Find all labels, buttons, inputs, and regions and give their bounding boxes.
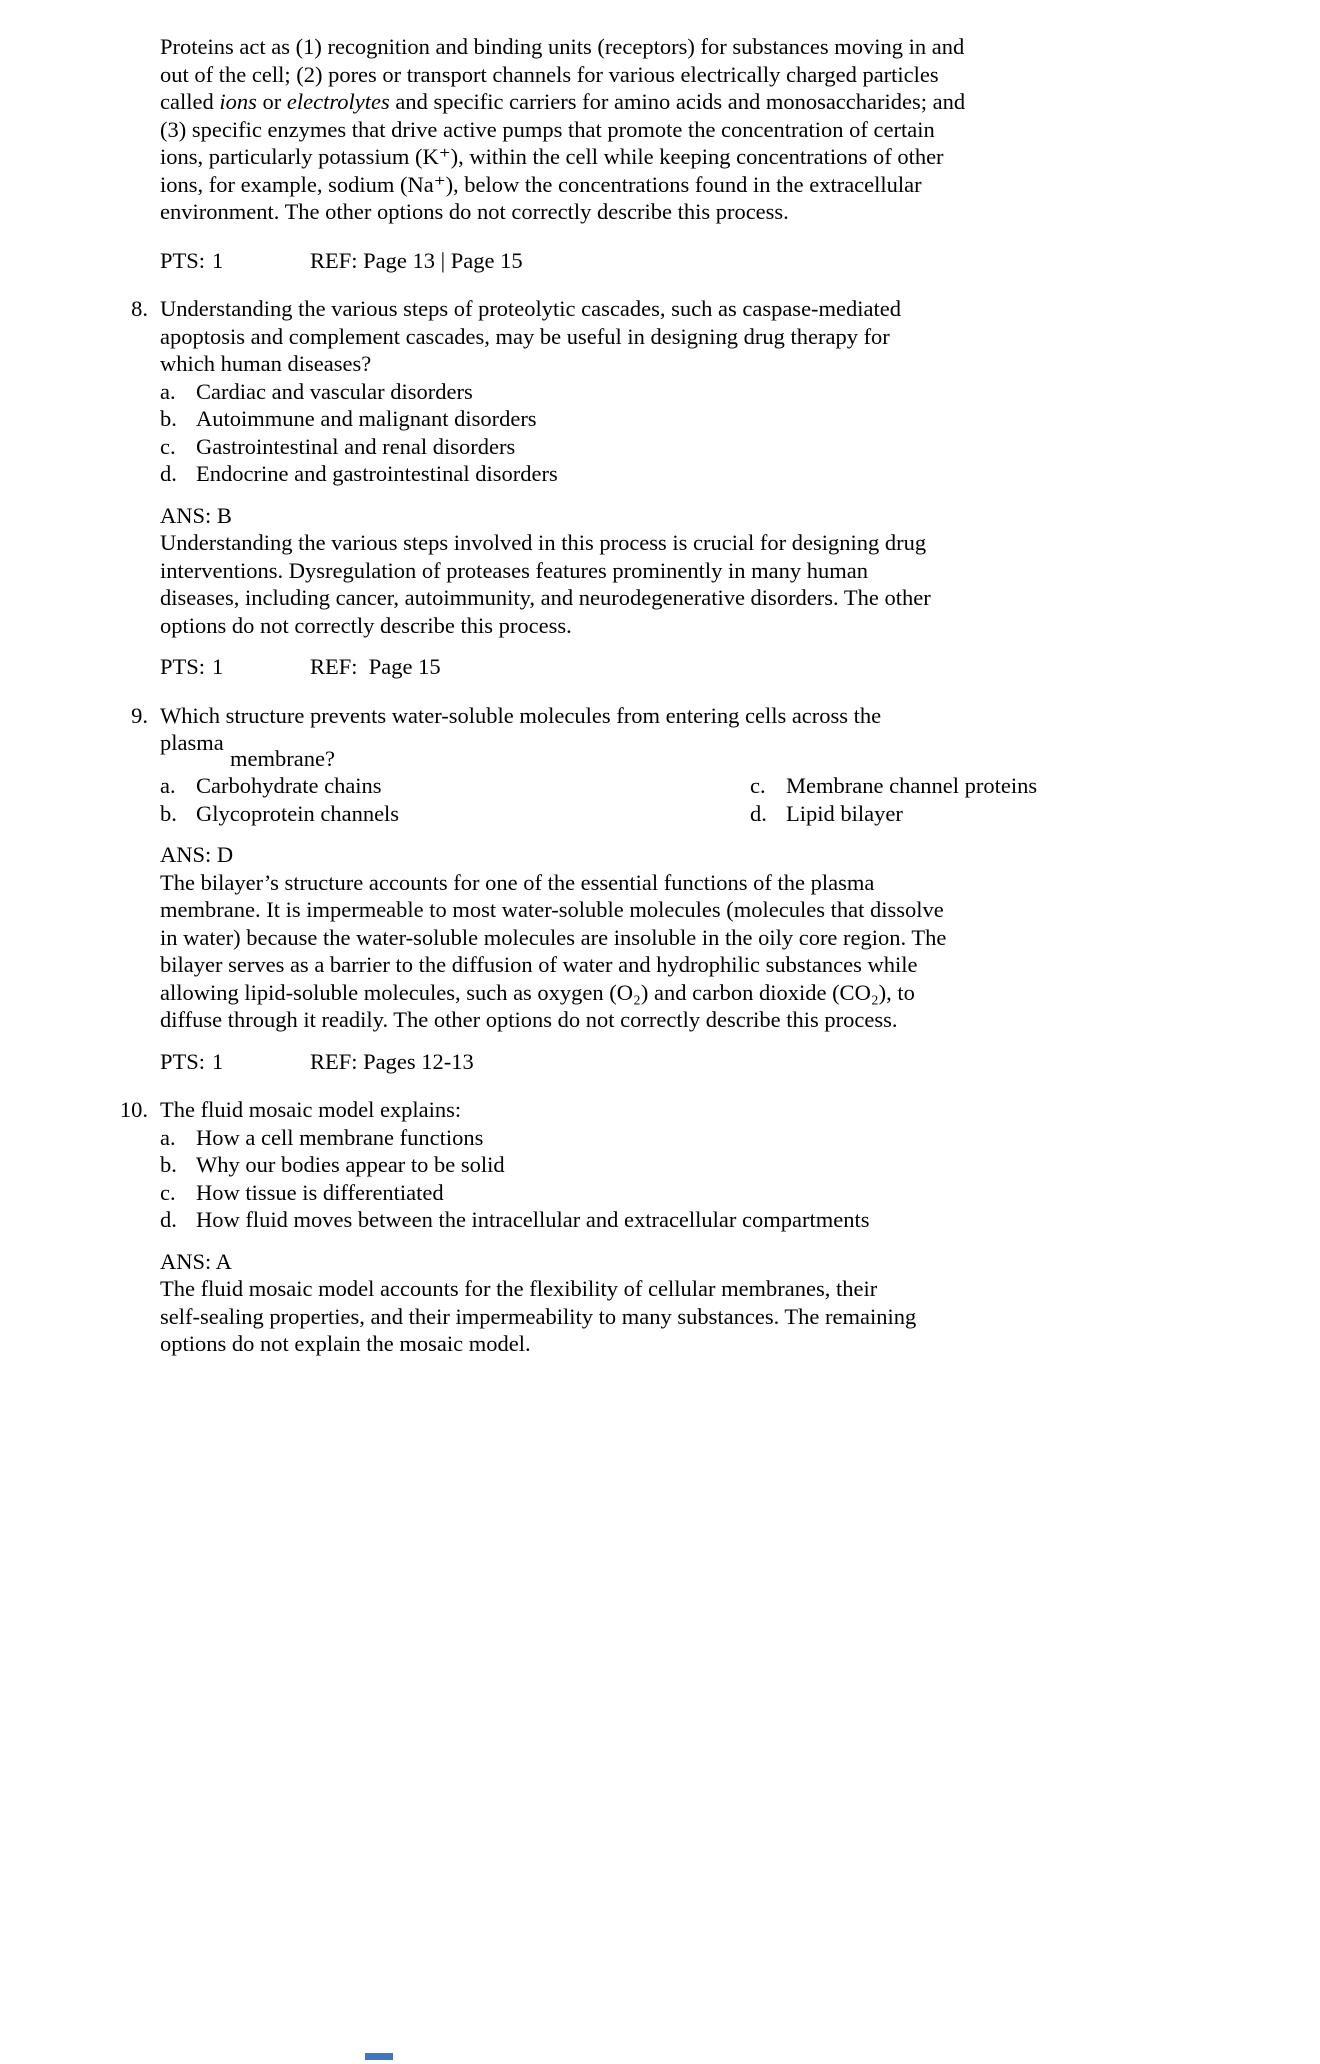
question-body — [160, 702, 1320, 1076]
pts-value: 1 — [212, 654, 224, 679]
pts-value: 1 — [212, 247, 224, 273]
option-letter: a. — [160, 1124, 176, 1150]
question-line: apoptosis and complement cascades, may be useful in designing drug therapy for — [160, 323, 890, 349]
option-letter: d. — [160, 461, 177, 486]
option-text: Autoimmune and malignant disorders — [196, 406, 537, 431]
question-body — [160, 1096, 1320, 1358]
question-line: Understanding the various steps of proteolytic cascades, such as caspase-mediated — [160, 296, 902, 321]
ref-text: REF: Page 15 — [310, 654, 441, 679]
option-letter: b. — [160, 1152, 177, 1177]
option-text: Glycoprotein channels — [196, 800, 400, 826]
explanation-line: allowing lipid-soluble molecules, such as oxygen (O₂) and carbon dioxide (CO₂), to — [160, 979, 915, 1005]
explanation-line: bilayer serves as a barrier to the diffusion of water and hydrophilic substances while — [160, 952, 918, 977]
explanation-line: diseases, including cancer, autoimmunity, and neurodegenerative disorders. The other — [160, 585, 931, 610]
explanation-line — [160, 88, 1320, 116]
option-letter: d. — [750, 800, 767, 826]
option-row — [160, 772, 1320, 800]
option-row — [160, 1179, 1320, 1207]
option-column-2 — [750, 800, 903, 828]
explanation-line: membrane. It is impermeable to most water-soluble molecules (molecules that dissolve — [160, 897, 944, 922]
option-row — [160, 433, 1320, 461]
ref-text: REF: Pages 12-13 — [310, 1048, 474, 1074]
pts-label: PTS: — [160, 247, 206, 273]
explanation-line: diffuse through it readily. The other options do not correctly describe this process. — [160, 1007, 898, 1032]
question-line: membrane? — [230, 745, 335, 771]
question-line: which human diseases? — [160, 351, 372, 376]
option-row — [160, 800, 1320, 828]
option-text: Endocrine and gastrointestinal disorders — [196, 461, 558, 486]
explanation-text: called — [160, 89, 220, 114]
option-row — [160, 1206, 1320, 1234]
q8-pts-ref-row — [160, 653, 1320, 681]
option-text: How a cell membrane functions — [196, 1124, 484, 1150]
option-letter: a. — [160, 773, 176, 798]
option-letter: c. — [160, 433, 176, 459]
explanation-line: Understanding the various steps involved in this process is crucial for designing drug — [160, 530, 927, 555]
explanation-line: in water) because the water-soluble molecules are insoluble in the oily core region. The — [160, 924, 947, 950]
question-8 — [0, 295, 1320, 681]
explanation-line: self-sealing properties, and their impermeability to many substances. The remaining — [160, 1303, 917, 1329]
question-line: Which structure prevents water-soluble molecules from entering cells across the — [160, 702, 882, 728]
question-number: 10. — [119, 1097, 148, 1122]
explanation-line: The bilayer’s structure accounts for one of the essential functions of the plasma — [160, 869, 875, 895]
option-row — [160, 378, 1320, 406]
page-content — [0, 33, 1320, 1358]
question-line: plasma — [160, 730, 224, 755]
option-row — [160, 1124, 1320, 1152]
option-column-2 — [750, 772, 1037, 800]
explanation-text: and specific carriers for amino acids and monosaccharides; and — [389, 89, 966, 114]
option-letter: b. — [160, 800, 177, 826]
pts-value: 1 — [212, 1048, 224, 1074]
pts-label: PTS: — [160, 654, 206, 679]
option-row — [160, 405, 1320, 433]
explanation-line: options do not correctly describe this process. — [160, 612, 572, 638]
option-text: Cardiac and vascular disorders — [196, 378, 473, 404]
answer-label: ANS: D — [160, 842, 234, 867]
option-text: Lipid bilayer — [786, 800, 903, 826]
q7-pts-ref-row — [160, 247, 1320, 275]
option-letter: c. — [750, 773, 766, 798]
italic-term: ions — [219, 89, 257, 114]
option-text: Why our bodies appear to be solid — [196, 1152, 505, 1177]
explanation-line: Proteins act as (1) recognition and binding units (receptors) for substances moving in and — [160, 34, 965, 59]
italic-term: electrolytes — [286, 89, 390, 114]
option-letter: d. — [160, 1207, 177, 1232]
explanation-text: or — [256, 89, 287, 114]
question-number: 9. — [131, 702, 148, 728]
q7-explanation — [0, 33, 1320, 226]
answer-label: ANS: A — [160, 1248, 232, 1274]
explanation-line: interventions. Dysregulation of proteases features prominently in many human — [160, 557, 868, 583]
option-text: Membrane channel proteins — [786, 773, 1038, 798]
question-9 — [0, 702, 1320, 1076]
explanation-line: environment. The other options do not correctly describe this process. — [160, 199, 789, 224]
pts-label: PTS: — [160, 1048, 206, 1074]
question-number: 8. — [131, 296, 148, 321]
question-line: The fluid mosaic model explains: — [160, 1097, 462, 1122]
option-letter: b. — [160, 406, 177, 431]
option-text: How tissue is differentiated — [196, 1179, 444, 1205]
ref-text: REF: Page 13 | Page 15 — [310, 247, 523, 273]
option-text: Gastrointestinal and renal disorders — [196, 433, 516, 459]
option-row — [160, 460, 1320, 488]
q9-pts-ref-row — [160, 1048, 1320, 1076]
question-body — [160, 295, 1320, 681]
question-10 — [0, 1096, 1320, 1358]
explanation-line: (3) specific enzymes that drive active pumps that promote the concentration of certain — [160, 116, 935, 142]
option-text: How fluid moves between the intracellular and extracellular compartments — [196, 1207, 870, 1232]
answer-label: ANS: B — [160, 502, 232, 528]
option-letter: c. — [160, 1179, 176, 1205]
explanation-line: The fluid mosaic model accounts for the flexibility of cellular membranes, their — [160, 1276, 878, 1301]
explanation-line: ions, particularly potassium (K⁺), within the cell while keeping concentrations of other — [160, 144, 944, 169]
option-text: Carbohydrate chains — [196, 773, 382, 798]
clipped-hyperlink-fragment[interactable] — [365, 2053, 393, 2060]
option-row — [160, 1151, 1320, 1179]
explanation-line: ions, for example, sodium (Na⁺), below the concentrations found in the extracellular — [160, 171, 922, 197]
explanation-line: options do not explain the mosaic model. — [160, 1331, 531, 1356]
option-letter: a. — [160, 378, 176, 404]
explanation-line: out of the cell; (2) pores or transport channels for various electrically charged particles — [160, 61, 939, 87]
